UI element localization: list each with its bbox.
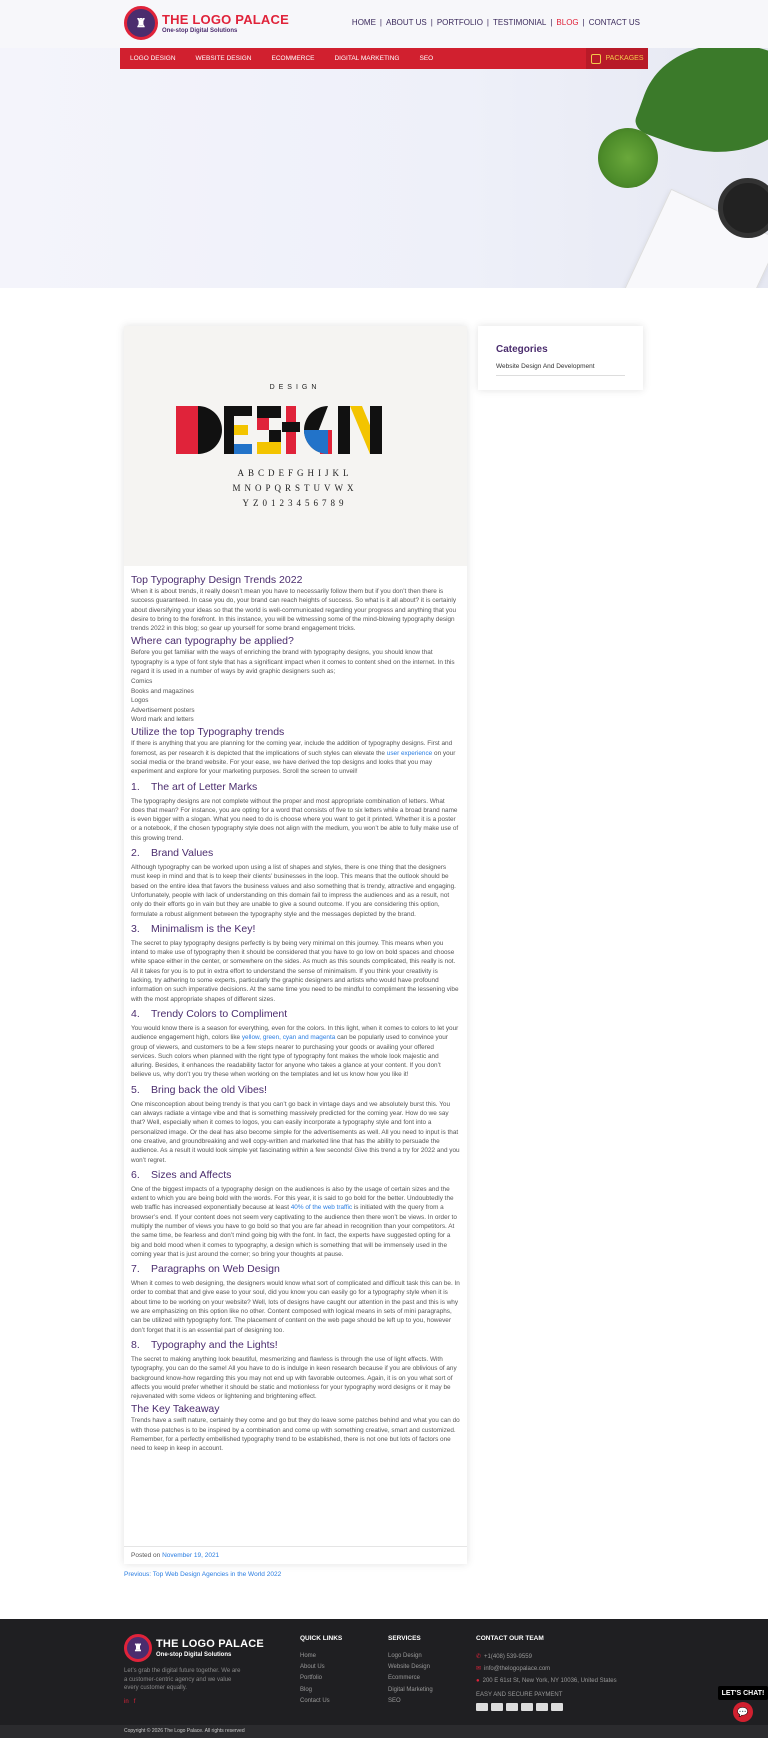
paragraph-utilize: If there is anything that you are planning for the coming year, include the addition of typography designs. First and foremost, as per research it is depicted that the implications of such styles can elevate the user experience on your social media or the brand website. For your ease, we have derived the top designs and looks that you may experiment and explore for your marketing purposes. Scroll the screen to unveil!	[131, 740, 456, 776]
section-text: The secret to play typography designs perfectly is by being very minimal on this journey. This means when you intend to make use of typography then it should be considered that you have to go low on bold spaces and choose white space either in the center, or somewhere on the sides. As much as this sounds complicated, this really is not. All it takes for you is to put in extra effort to understand the sense of minimalism. If you think your creativity is lacking, try adhering to some experts, particularly the graphic designers and artists who would have profound information on such imperative decisions. At the same time you need to be mindful to compliment the lessening vibe with the most appropriate shapes of different sizes.	[131, 939, 459, 1003]
footer-link[interactable]: About Us	[300, 1664, 325, 1671]
quick-links-column	[300, 1635, 342, 1707]
footer-link[interactable]: Home	[300, 1653, 317, 1659]
payment-icons	[476, 1703, 646, 1711]
categories-title: Categories	[496, 344, 548, 355]
section-text: Although typography can be worked upon using a list of shapes and styles, there is one thing that the designers must keep in mind and that is to keep their clients’ businesses in the loop. This means that the outlook should be based on the entire idea that favors the business values and also something that is trendy, attractive and engaging. Unfortunately, people with lack of understanding on this domain fail to impress the audiences and as a result, not only do their efforts go in vain but they are unable to give a sound outcome. If you are considering this option, formulate a robust alignment between the typography style and the messages depicted by the brand.	[131, 864, 456, 918]
post-title: Top Typography Design Trends 2022	[131, 574, 303, 586]
card-icon	[476, 1703, 488, 1711]
section-heading: 6. Sizes and Affects	[131, 1168, 232, 1181]
section-heading: 2. Brand Values	[131, 847, 214, 860]
packages-label: PACKAGES	[605, 55, 644, 62]
design-big-word	[176, 406, 382, 454]
section-text: You would know there is a season for everything, even for the colors. In this light, when it comes to colors to let your audience engagement high, colors like yellow, green, cyan and magenta can be popularly used to convince your group of viewers, and customers to be a few steps nearer to purchasing your goods or availing your offered services. Such colors when planned with the right type of typography font makes the whole look majestic and alluring. Besides, it enhances the readability factor for anyone who takes a glance at your content. If you don’t believe us, why don’t you try these when working on the templates and let us know how you like it!	[131, 1024, 459, 1079]
heading-where: Where can typography be applied?	[131, 635, 294, 648]
posted-date-link[interactable]: November 19, 2021	[162, 1552, 220, 1559]
card-icon	[536, 1703, 548, 1711]
card-icon	[506, 1703, 518, 1711]
card-icon	[491, 1703, 503, 1711]
section-heading: 7. Paragraphs on Web Design	[131, 1263, 280, 1276]
services-column	[388, 1635, 433, 1707]
nav-testimonial[interactable]: TESTIMONIAL	[493, 18, 547, 27]
nav-about[interactable]: ABOUT US	[386, 18, 427, 27]
castle-icon: ♜	[124, 1634, 152, 1662]
colors-link[interactable]: yellow, green, cyan and magenta	[241, 1034, 336, 1042]
footer-logo-name: THE LOGO PALACE	[156, 1637, 264, 1650]
copyright-bar: Copyright © 2026 The Logo Palace. All rights reserved	[0, 1725, 768, 1738]
blog-post	[124, 326, 467, 1564]
nav-portfolio[interactable]: PORTFOLIO	[436, 18, 483, 27]
nav-home[interactable]: HOME	[351, 18, 376, 27]
list-item: Advertisement posters	[131, 706, 195, 714]
footer-link[interactable]: Contact Us	[300, 1697, 330, 1704]
subnav-logo-design[interactable]: LOGO DESIGN	[130, 55, 176, 62]
logo-name: THE LOGO PALACE	[162, 11, 289, 27]
post-meta	[124, 1546, 467, 1564]
address-row: ● 200 E 61st St, New York, NY 10036, United States	[476, 1678, 617, 1684]
section-heading: 4. Trendy Colors to Compliment	[131, 1007, 288, 1020]
heading-utilize: Utilize the top Typography trends	[131, 726, 285, 739]
alphabet-row: MNOPQRSTUVWX	[232, 483, 358, 493]
list-item: Word mark and letters	[131, 716, 194, 723]
site-header	[0, 0, 768, 48]
nav-contact[interactable]: CONTACT US	[588, 18, 640, 27]
section-text: When it comes to web designing, the designers would know what sort of complicated and difficult task this can be. In order to combat that and give ease to your soul, did you know you can easily go for a typography style when it is about time to be working on your website? Well, lots of designs have caught our attention in the past and this is why we are emphasizing on this option like no other. Content composed with logical means in sets of mini paragraphs, can be utilized with typography font. The placement of content on the web page should be left up to you, however don’t forget that it is an essential part of designing too.	[131, 1280, 460, 1334]
hero-banner	[0, 48, 768, 288]
footer-service-link[interactable]: Website Design	[388, 1664, 430, 1671]
phone-row[interactable]: ✆ +1(408) 539-9559	[476, 1654, 532, 1660]
posted-label: Posted on	[131, 1552, 163, 1559]
phone-icon: ✆	[476, 1654, 482, 1660]
section-text: One of the biggest impacts of a typography design on the audiences is also by the usage of certain sizes and the extent to which you are being bold with the words. For this year, it is said to go bold for the better. Undoubtedly the web traffic has increased exponentially because at least 40% of the web traffic is initiated with the query from a browser’s end. If your content does not seem very captivating to the audience then there won’t be views. In order to multiply the number of views you have to go bold so that you are far ahead in recognition than your competitors. At the same time, be fearless and don’t mind going big with the font. In fact, the experts have suggested opting for a big and bold mood when it comes to typography, a design which is something that will be immensely used in the coming year that is just around the corner; so bring your thoughts at pause.	[131, 1185, 457, 1258]
payment-title: EASY AND SECURE PAYMENT	[476, 1692, 563, 1698]
heading-takeaway: The Key Takeaway	[131, 1403, 220, 1416]
section-heading: 8. Typography and the Lights!	[131, 1338, 278, 1351]
quick-links-title: QUICK LINKS	[300, 1635, 343, 1642]
footer-logo-tagline: One-stop Digital Solutions	[156, 1651, 232, 1658]
previous-post-link[interactable]: Previous: Top Web Design Agencies in the World 2022	[124, 1571, 282, 1578]
section-text: The typography designs are not complete without the proper and most appropriate combination of letters. What does that mean? For instance, you are opting for a word that consists of five to six letters while a broad brand name is even bigger with a slogan. What you need to do is choose where you want to get it printed. Whether it is a poster or a notebook, if the chosen typography style does not align with the medium, you won’t be able to fully make use of this growing trend.	[131, 797, 459, 842]
post-content	[124, 566, 467, 1454]
section-text: The secret to making anything look beautiful, mesmerizing and flawless is through the use of light effects. With typography, you can do the same! All you have to do is indulge in keen research because if you are oblivious of any background know-how regarding this you may not end up with favorable outcomes. Again, it is on you what sort of affects you would prefer whether it should be static and motionless for your typography word designs or it may be rejuvenated with some videos or lightening and brightening effect.	[131, 1355, 457, 1401]
site-logo[interactable]	[124, 6, 289, 40]
paragraph-where: Before you get familiar with the ways of enriching the brand with typography designs, you should know that typography is a type of font style that has a significant impact when it comes to content shed on the internet. In this regard it is used in a number of ways by avid graphic designers such as;	[131, 649, 455, 676]
section-heading: 1. The art of Letter Marks	[131, 780, 258, 793]
footer-service-link[interactable]: Logo Design	[388, 1653, 422, 1659]
chat-bubble-icon[interactable]: 💬	[733, 1702, 753, 1722]
social-links	[124, 1699, 135, 1705]
subnav-digital-marketing[interactable]: DIGITAL MARKETING	[334, 55, 400, 62]
main-nav	[348, 18, 644, 27]
packages-button[interactable]	[586, 48, 648, 69]
footer-description: Let’s grab the digital future together. We are a customer-centric agency and we value every customer equally.	[124, 1668, 241, 1691]
footer-service-link[interactable]: SEO	[388, 1697, 401, 1704]
section-text: One misconception about being trendy is that you can’t go back in vintage days and we absolutely burst this. You can always radiate a vintage vibe and that is something massively predicted for the coming year. How do we say that? Well, especially when it comes to logos, you can easily incorporate a typography style and font into a personalized image. Or the deal has also become simple for the advertisements as well. All you need to input is that one creative, and groundbreaking and well copy-written and marketed line that has the ability to persuade the audience. As a result it would look simple yet fascinating within a few seconds! Give this trend a try for 2022 and you won’t regret.	[131, 1100, 460, 1164]
section-heading: 3. Minimalism is the Key!	[131, 922, 256, 935]
post-featured-image	[124, 326, 467, 566]
category-link[interactable]: Website Design And Development	[496, 363, 625, 376]
paragraph-takeaway: Trends have a swift nature, certainly they come and go but they do leave some patches behind and what you can do with those patches is to be inspired by a combination and come up with something creative, smart and customized. Remember, for a perfectly embellished typography trend to be established, there is not one but lots of factors one need to keep in keep in account.	[131, 1417, 460, 1453]
footer-service-link[interactable]: Digital Marketing	[388, 1686, 433, 1693]
list-item: Comics	[131, 678, 153, 686]
card-icon	[551, 1703, 563, 1711]
site-footer	[0, 1619, 768, 1725]
footer-link[interactable]: Portfolio	[300, 1675, 323, 1682]
nav-separator: |	[379, 18, 382, 27]
succulent-decoration	[598, 128, 658, 188]
alphabet-row: YZ0123456789	[242, 498, 348, 508]
facebook-icon[interactable]: f	[133, 1699, 136, 1705]
section-heading: 5. Bring back the old Vibes!	[131, 1083, 267, 1096]
subnav-website-design[interactable]: WEBSITE DESIGN	[195, 55, 252, 62]
post-intro: When it is about trends, it really doesn’t mean you have to necessarily follow them but if you don’t then there is success guaranteed. In case you do, your brand can reach heights of success. So what is it all about? it is certainly about diversifying your ideas so that the world is well-communicated regarding your progress and anything that you desire to bring to the forefront. In this instance, you will be witnessing some of the mind-blowing typography design trends 2022 in this blog; so gear up yourself for some brand engagement tricks.	[131, 588, 457, 633]
nav-blog[interactable]: BLOG	[556, 18, 579, 27]
contact-column	[476, 1635, 646, 1711]
nav-separator: |	[582, 18, 585, 27]
card-icon	[521, 1703, 533, 1711]
services-nav	[120, 48, 648, 69]
linkedin-icon[interactable]: in	[124, 1699, 129, 1705]
logo-tagline: One-stop Digital Solutions	[162, 27, 238, 34]
contact-title: CONTACT OUR TEAM	[476, 1635, 544, 1642]
usage-list	[131, 677, 460, 724]
nav-separator: |	[430, 18, 433, 27]
list-item: Logos	[131, 697, 149, 705]
castle-icon: ♜	[124, 6, 158, 40]
design-typography-illustration	[124, 326, 467, 566]
nav-separator: |	[550, 18, 553, 27]
footer-service-link[interactable]: Ecommerce	[388, 1675, 421, 1682]
web-traffic-link[interactable]: 40% of the web traffic	[290, 1204, 353, 1212]
email-row[interactable]: ✉ info@thelogopalace.com	[476, 1666, 551, 1672]
alphabet-specimen	[232, 468, 357, 508]
footer-link[interactable]: Blog	[300, 1686, 313, 1693]
lets-chat-label[interactable]: LET'S CHAT!	[718, 1686, 768, 1700]
alphabet-row: ABCDEFGHIJKL	[237, 468, 353, 478]
categories-widget	[478, 326, 643, 390]
footer-logo[interactable]	[124, 1634, 264, 1662]
user-experience-link[interactable]: user experience	[386, 749, 433, 757]
email-icon: ✉	[476, 1666, 482, 1672]
location-icon: ●	[476, 1678, 480, 1684]
services-title: SERVICES	[388, 1635, 421, 1642]
image-small-label: DESIGN	[269, 384, 321, 391]
nav-separator: |	[486, 18, 489, 27]
subnav-seo[interactable]: SEO	[419, 55, 434, 62]
package-icon	[591, 54, 601, 64]
list-item: Books and magazines	[131, 687, 194, 695]
subnav-ecommerce[interactable]: ECOMMERCE	[271, 55, 315, 62]
